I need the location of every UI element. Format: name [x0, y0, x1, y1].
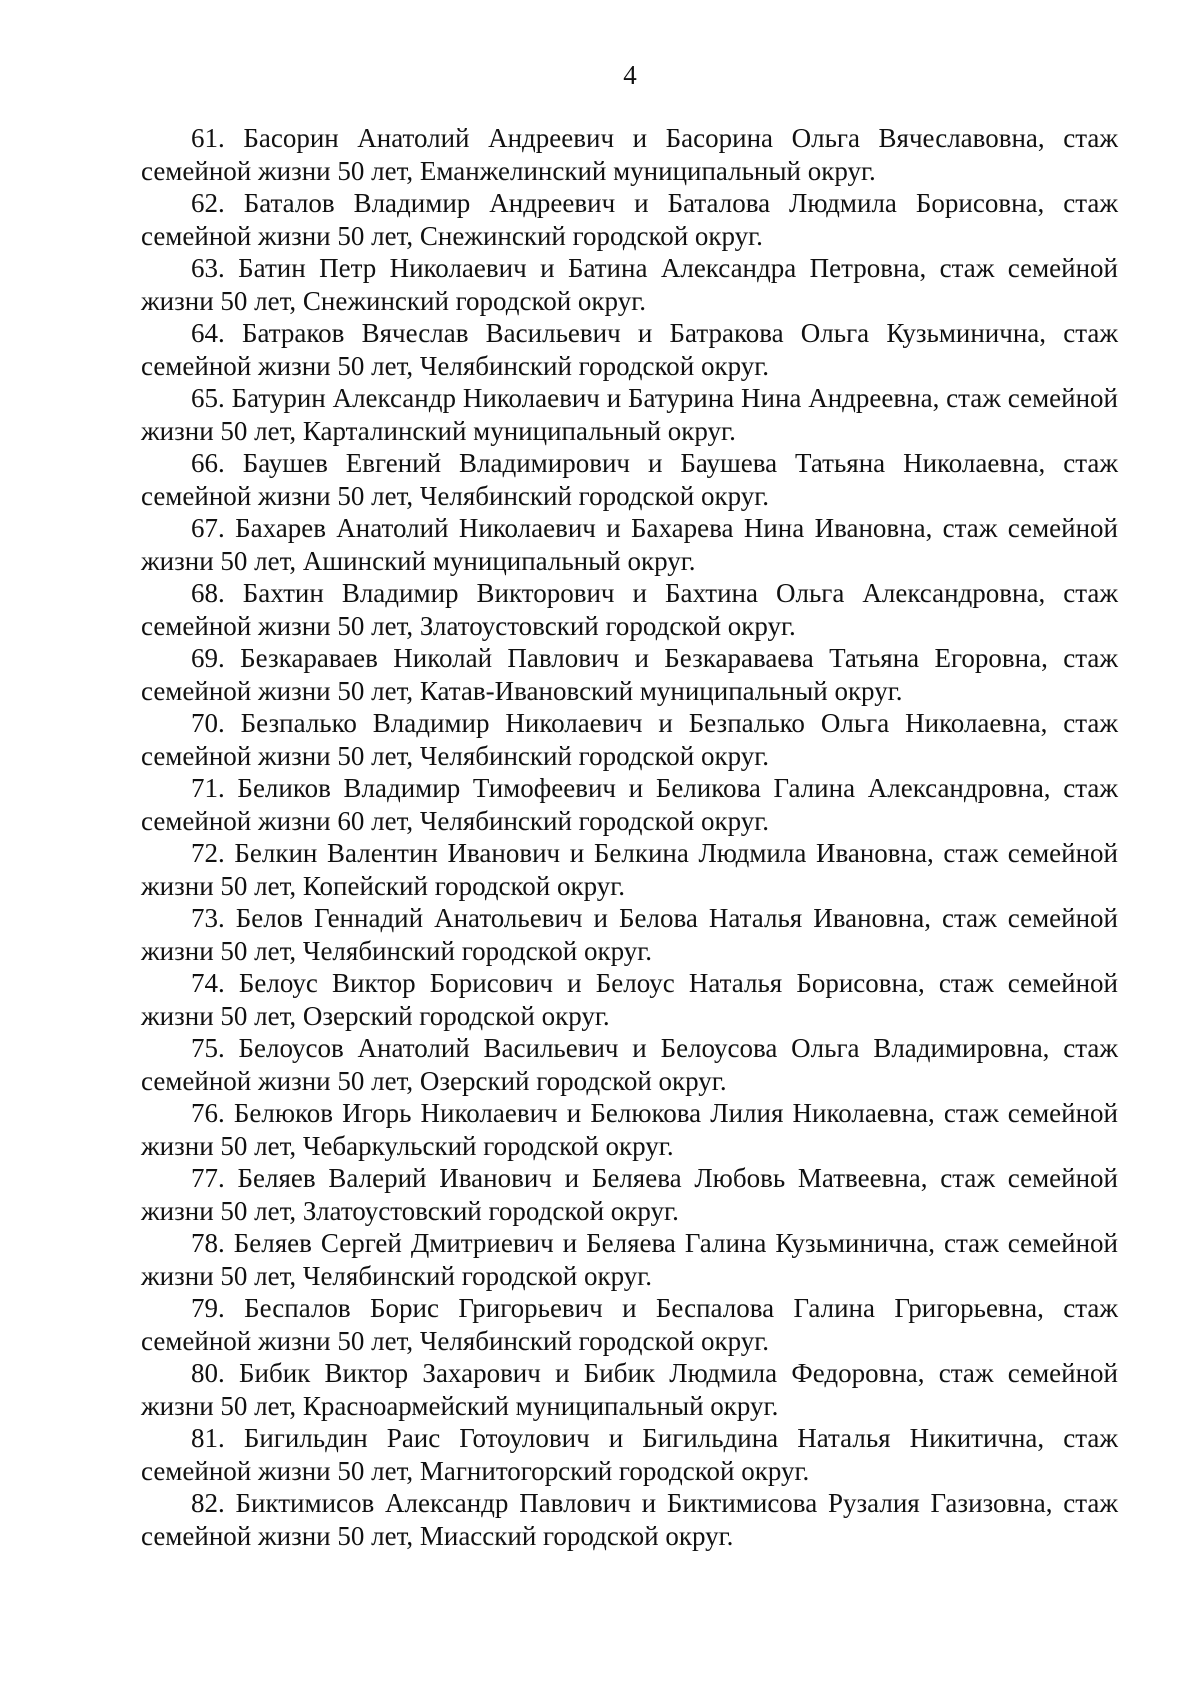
list-item-73: 73. Белов Геннадий Анатольевич и Белова Наталья Ивановна, стаж семейной жизни 50 лет, Челябинский городской округ.	[141, 903, 1118, 966]
list-item-61: 61. Басорин Анатолий Андреевич и Басорина Ольга Вячеславовна, стаж семейной жизни 50 лет, Еманжелинский муниципальный округ.	[141, 123, 1118, 186]
list-item-81: 81. Бигильдин Раис Готоулович и Бигильдина Наталья Никитична, стаж семейной жизни 50 лет, Магнитогорский городской округ.	[141, 1423, 1118, 1486]
list-item-65: 65. Батурин Александр Николаевич и Батурина Нина Андреевна, стаж семейной жизни 50 лет, Карталинский муниципальный округ.	[141, 383, 1118, 446]
list-item-72: 72. Белкин Валентин Иванович и Белкина Людмила Ивановна, стаж семейной жизни 50 лет, Копейский городской округ.	[141, 838, 1118, 901]
list-item-66: 66. Баушев Евгений Владимирович и Баушева Татьяна Николаевна, стаж семейной жизни 50 лет, Челябинский городской округ.	[141, 448, 1118, 511]
list-item-68: 68. Бахтин Владимир Викторович и Бахтина Ольга Александровна, стаж семейной жизни 50 лет, Златоустовский городской округ.	[141, 578, 1118, 641]
list-item-80: 80. Бибик Виктор Захарович и Бибик Людмила Федоровна, стаж семейной жизни 50 лет, Красноармейский муниципальный округ.	[141, 1358, 1118, 1421]
list-item-63: 63. Батин Петр Николаевич и Батина Александра Петровна, стаж семейной жизни 50 лет, Снежинский городской округ.	[141, 253, 1118, 316]
list-item-75: 75. Белоусов Анатолий Васильевич и Белоусова Ольга Владимировна, стаж семейной жизни 50 лет, Озерский городской округ.	[141, 1033, 1118, 1096]
list-item-62: 62. Баталов Владимир Андреевич и Баталова Людмила Борисовна, стаж семейной жизни 50 лет, Снежинский городской округ.	[141, 188, 1118, 251]
list-item-74: 74. Белоус Виктор Борисович и Белоус Наталья Борисовна, стаж семейной жизни 50 лет, Озерский городской округ.	[141, 968, 1118, 1031]
list-item-82: 82. Биктимисов Александр Павлович и Биктимисова Рузалия Газизовна, стаж семейной жизни 50 лет, Миасский городской округ.	[141, 1488, 1118, 1551]
list-item-70: 70. Безпалько Владимир Николаевич и Безпалько Ольга Николаевна, стаж семейной жизни 50 лет, Челябинский городской округ.	[141, 708, 1118, 771]
list-item-71: 71. Беликов Владимир Тимофеевич и Беликова Галина Александровна, стаж семейной жизни 60 лет, Челябинский городской округ.	[141, 773, 1118, 836]
page-number: 4	[623, 60, 637, 90]
list-item-67: 67. Бахарев Анатолий Николаевич и Бахарева Нина Ивановна, стаж семейной жизни 50 лет, Ашинский муниципальный округ.	[141, 513, 1118, 576]
list-item-78: 78. Беляев Сергей Дмитриевич и Беляева Галина Кузьминична, стаж семейной жизни 50 лет, Челябинский городской округ.	[141, 1228, 1118, 1291]
entry-list	[141, 122, 1118, 1552]
list-item-79: 79. Беспалов Борис Григорьевич и Беспалова Галина Григорьевна, стаж семейной жизни 50 лет, Челябинский городской округ.	[141, 1293, 1118, 1356]
list-item-64: 64. Батраков Вячеслав Васильевич и Батракова Ольга Кузьминична, стаж семейной жизни 50 лет, Челябинский городской округ.	[141, 318, 1118, 381]
list-item-69: 69. Безкараваев Николай Павлович и Безкараваева Татьяна Егоровна, стаж семейной жизни 50 лет, Катав-Ивановский муниципальный округ.	[141, 643, 1118, 706]
list-item-76: 76. Белюков Игорь Николаевич и Белюкова Лилия Николаевна, стаж семейной жизни 50 лет, Чебаркульский городской округ.	[141, 1098, 1118, 1161]
list-item-77: 77. Беляев Валерий Иванович и Беляева Любовь Матвеевна, стаж семейной жизни 50 лет, Златоустовский городской округ.	[141, 1163, 1118, 1226]
